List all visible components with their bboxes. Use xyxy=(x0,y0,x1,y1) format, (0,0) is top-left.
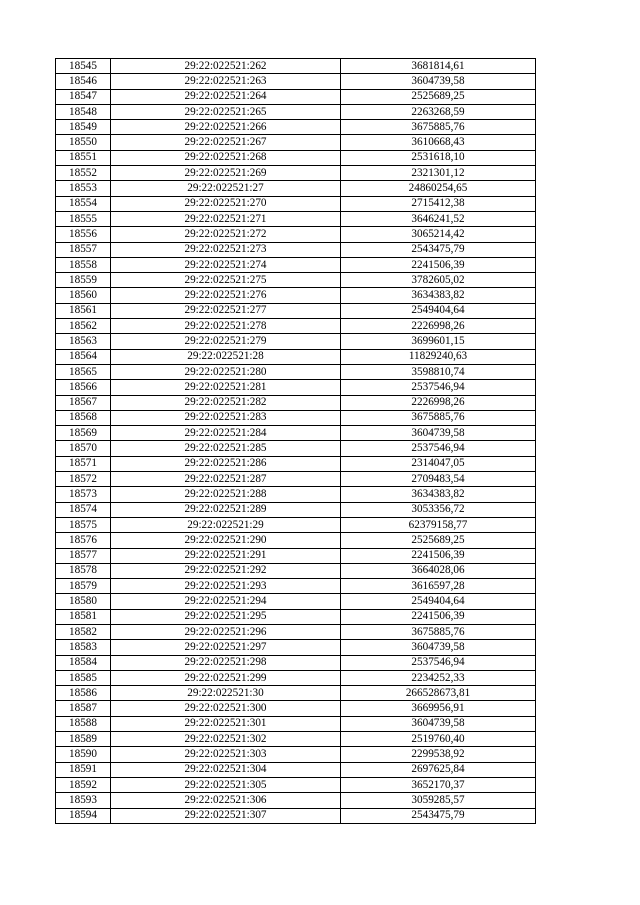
cadastral-number-cell: 29:22:022521:27 xyxy=(111,181,341,196)
row-number-cell: 18570 xyxy=(56,441,111,456)
row-number-cell: 18558 xyxy=(56,257,111,272)
value-cell: 2537546,94 xyxy=(341,441,536,456)
table-row xyxy=(56,777,536,792)
table-row xyxy=(56,563,536,578)
table-row xyxy=(56,242,536,257)
data-table xyxy=(55,58,536,824)
value-cell: 2525689,25 xyxy=(341,533,536,548)
cadastral-number-cell: 29:22:022521:302 xyxy=(111,732,341,747)
cadastral-number-cell: 29:22:022521:282 xyxy=(111,395,341,410)
row-number-cell: 18586 xyxy=(56,686,111,701)
cadastral-number-cell: 29:22:022521:307 xyxy=(111,808,341,823)
value-cell: 3699601,15 xyxy=(341,334,536,349)
value-cell: 2543475,79 xyxy=(341,242,536,257)
table-row xyxy=(56,624,536,639)
value-cell: 3604739,58 xyxy=(341,640,536,655)
row-number-cell: 18590 xyxy=(56,747,111,762)
table-row xyxy=(56,120,536,135)
cadastral-number-cell: 29:22:022521:294 xyxy=(111,594,341,609)
cadastral-number-cell: 29:22:022521:295 xyxy=(111,609,341,624)
row-number-cell: 18591 xyxy=(56,762,111,777)
table-row xyxy=(56,762,536,777)
value-cell: 3675885,76 xyxy=(341,120,536,135)
row-number-cell: 18571 xyxy=(56,456,111,471)
row-number-cell: 18585 xyxy=(56,670,111,685)
table-row xyxy=(56,701,536,716)
cadastral-number-cell: 29:22:022521:267 xyxy=(111,135,341,150)
value-cell: 3616597,28 xyxy=(341,579,536,594)
cadastral-number-cell: 29:22:022521:29 xyxy=(111,517,341,532)
row-number-cell: 18573 xyxy=(56,487,111,502)
table-row xyxy=(56,640,536,655)
cadastral-number-cell: 29:22:022521:276 xyxy=(111,288,341,303)
row-number-cell: 18580 xyxy=(56,594,111,609)
cadastral-number-cell: 29:22:022521:274 xyxy=(111,257,341,272)
row-number-cell: 18588 xyxy=(56,716,111,731)
row-number-cell: 18575 xyxy=(56,517,111,532)
table-row xyxy=(56,533,536,548)
row-number-cell: 18548 xyxy=(56,104,111,119)
table-row xyxy=(56,579,536,594)
row-number-cell: 18551 xyxy=(56,150,111,165)
table-row xyxy=(56,426,536,441)
value-cell: 2314047,05 xyxy=(341,456,536,471)
row-number-cell: 18589 xyxy=(56,732,111,747)
table-row xyxy=(56,609,536,624)
value-cell: 2321301,12 xyxy=(341,166,536,181)
row-number-cell: 18587 xyxy=(56,701,111,716)
table-row xyxy=(56,686,536,701)
value-cell: 3634383,82 xyxy=(341,487,536,502)
table-row xyxy=(56,502,536,517)
cadastral-number-cell: 29:22:022521:265 xyxy=(111,104,341,119)
row-number-cell: 18593 xyxy=(56,793,111,808)
row-number-cell: 18546 xyxy=(56,74,111,89)
cadastral-number-cell: 29:22:022521:284 xyxy=(111,426,341,441)
table-row xyxy=(56,655,536,670)
table-row xyxy=(56,364,536,379)
value-cell: 2519760,40 xyxy=(341,732,536,747)
value-cell: 62379158,77 xyxy=(341,517,536,532)
cadastral-number-cell: 29:22:022521:281 xyxy=(111,380,341,395)
row-number-cell: 18565 xyxy=(56,364,111,379)
value-cell: 3634383,82 xyxy=(341,288,536,303)
cadastral-number-cell: 29:22:022521:304 xyxy=(111,762,341,777)
value-cell: 3604739,58 xyxy=(341,74,536,89)
row-number-cell: 18572 xyxy=(56,472,111,487)
value-cell: 2525689,25 xyxy=(341,89,536,104)
row-number-cell: 18557 xyxy=(56,242,111,257)
cadastral-number-cell: 29:22:022521:272 xyxy=(111,227,341,242)
row-number-cell: 18554 xyxy=(56,196,111,211)
value-cell: 3053356,72 xyxy=(341,502,536,517)
row-number-cell: 18579 xyxy=(56,579,111,594)
table-row xyxy=(56,410,536,425)
table-row xyxy=(56,517,536,532)
table-row xyxy=(56,181,536,196)
cadastral-number-cell: 29:22:022521:263 xyxy=(111,74,341,89)
value-cell: 2226998,26 xyxy=(341,395,536,410)
table-row xyxy=(56,670,536,685)
table-row xyxy=(56,59,536,74)
cadastral-number-cell: 29:22:022521:286 xyxy=(111,456,341,471)
value-cell: 2715412,38 xyxy=(341,196,536,211)
row-number-cell: 18559 xyxy=(56,273,111,288)
value-cell: 2241506,39 xyxy=(341,257,536,272)
value-cell: 3675885,76 xyxy=(341,624,536,639)
table-row xyxy=(56,472,536,487)
table-row xyxy=(56,380,536,395)
row-number-cell: 18547 xyxy=(56,89,111,104)
cadastral-number-cell: 29:22:022521:292 xyxy=(111,563,341,578)
row-number-cell: 18574 xyxy=(56,502,111,517)
cadastral-number-cell: 29:22:022521:273 xyxy=(111,242,341,257)
table-row xyxy=(56,303,536,318)
row-number-cell: 18552 xyxy=(56,166,111,181)
row-number-cell: 18563 xyxy=(56,334,111,349)
row-number-cell: 18562 xyxy=(56,319,111,334)
value-cell: 2549404,64 xyxy=(341,303,536,318)
row-number-cell: 18578 xyxy=(56,563,111,578)
value-cell: 3598810,74 xyxy=(341,364,536,379)
value-cell: 2234252,33 xyxy=(341,670,536,685)
table-row xyxy=(56,211,536,226)
cadastral-number-cell: 29:22:022521:28 xyxy=(111,349,341,364)
value-cell: 3059285,57 xyxy=(341,793,536,808)
table-row xyxy=(56,89,536,104)
row-number-cell: 18577 xyxy=(56,548,111,563)
value-cell: 2537546,94 xyxy=(341,380,536,395)
cadastral-number-cell: 29:22:022521:266 xyxy=(111,120,341,135)
cadastral-number-cell: 29:22:022521:277 xyxy=(111,303,341,318)
value-cell: 2531618,10 xyxy=(341,150,536,165)
value-cell: 3646241,52 xyxy=(341,211,536,226)
row-number-cell: 18568 xyxy=(56,410,111,425)
cadastral-number-cell: 29:22:022521:291 xyxy=(111,548,341,563)
row-number-cell: 18576 xyxy=(56,533,111,548)
cadastral-number-cell: 29:22:022521:288 xyxy=(111,487,341,502)
table-row xyxy=(56,196,536,211)
cadastral-number-cell: 29:22:022521:269 xyxy=(111,166,341,181)
row-number-cell: 18550 xyxy=(56,135,111,150)
table-row xyxy=(56,716,536,731)
cadastral-number-cell: 29:22:022521:300 xyxy=(111,701,341,716)
table-row xyxy=(56,747,536,762)
cadastral-number-cell: 29:22:022521:303 xyxy=(111,747,341,762)
value-cell: 2241506,39 xyxy=(341,609,536,624)
cadastral-number-cell: 29:22:022521:271 xyxy=(111,211,341,226)
row-number-cell: 18567 xyxy=(56,395,111,410)
row-number-cell: 18555 xyxy=(56,211,111,226)
row-number-cell: 18549 xyxy=(56,120,111,135)
table-row xyxy=(56,548,536,563)
value-cell: 2709483,54 xyxy=(341,472,536,487)
row-number-cell: 18582 xyxy=(56,624,111,639)
row-number-cell: 18594 xyxy=(56,808,111,823)
table-row xyxy=(56,74,536,89)
cadastral-number-cell: 29:22:022521:289 xyxy=(111,502,341,517)
value-cell: 3065214,42 xyxy=(341,227,536,242)
value-cell: 2549404,64 xyxy=(341,594,536,609)
cadastral-number-cell: 29:22:022521:280 xyxy=(111,364,341,379)
table-row xyxy=(56,227,536,242)
row-number-cell: 18583 xyxy=(56,640,111,655)
cadastral-number-cell: 29:22:022521:299 xyxy=(111,670,341,685)
cadastral-number-cell: 29:22:022521:268 xyxy=(111,150,341,165)
table-row xyxy=(56,166,536,181)
table-row xyxy=(56,288,536,303)
value-cell: 2697625,84 xyxy=(341,762,536,777)
cadastral-number-cell: 29:22:022521:306 xyxy=(111,793,341,808)
row-number-cell: 18566 xyxy=(56,380,111,395)
cadastral-number-cell: 29:22:022521:262 xyxy=(111,59,341,74)
value-cell: 2537546,94 xyxy=(341,655,536,670)
cadastral-number-cell: 29:22:022521:30 xyxy=(111,686,341,701)
row-number-cell: 18592 xyxy=(56,777,111,792)
row-number-cell: 18569 xyxy=(56,426,111,441)
table-row xyxy=(56,594,536,609)
table-row xyxy=(56,135,536,150)
table-row xyxy=(56,150,536,165)
cadastral-number-cell: 29:22:022521:279 xyxy=(111,334,341,349)
value-cell: 2263268,59 xyxy=(341,104,536,119)
cadastral-number-cell: 29:22:022521:285 xyxy=(111,441,341,456)
table-row xyxy=(56,808,536,823)
row-number-cell: 18564 xyxy=(56,349,111,364)
cadastral-number-cell: 29:22:022521:298 xyxy=(111,655,341,670)
table-row xyxy=(56,273,536,288)
cadastral-number-cell: 29:22:022521:275 xyxy=(111,273,341,288)
value-cell: 3681814,61 xyxy=(341,59,536,74)
cadastral-number-cell: 29:22:022521:278 xyxy=(111,319,341,334)
value-cell: 3610668,43 xyxy=(341,135,536,150)
cadastral-number-cell: 29:22:022521:293 xyxy=(111,579,341,594)
row-number-cell: 18553 xyxy=(56,181,111,196)
value-cell: 3652170,37 xyxy=(341,777,536,792)
value-cell: 3782605,02 xyxy=(341,273,536,288)
value-cell: 24860254,65 xyxy=(341,181,536,196)
cadastral-number-cell: 29:22:022521:301 xyxy=(111,716,341,731)
table-row xyxy=(56,334,536,349)
table-row xyxy=(56,732,536,747)
cadastral-number-cell: 29:22:022521:305 xyxy=(111,777,341,792)
cadastral-number-cell: 29:22:022521:297 xyxy=(111,640,341,655)
table-row xyxy=(56,487,536,502)
table-row xyxy=(56,104,536,119)
value-cell: 11829240,63 xyxy=(341,349,536,364)
value-cell: 2543475,79 xyxy=(341,808,536,823)
cadastral-number-cell: 29:22:022521:287 xyxy=(111,472,341,487)
value-cell: 2299538,92 xyxy=(341,747,536,762)
table-row xyxy=(56,319,536,334)
value-cell: 3604739,58 xyxy=(341,426,536,441)
cadastral-number-cell: 29:22:022521:270 xyxy=(111,196,341,211)
table-row xyxy=(56,456,536,471)
cadastral-number-cell: 29:22:022521:290 xyxy=(111,533,341,548)
table-body xyxy=(56,59,536,824)
row-number-cell: 18584 xyxy=(56,655,111,670)
value-cell: 3664028,06 xyxy=(341,563,536,578)
value-cell: 266528673,81 xyxy=(341,686,536,701)
row-number-cell: 18560 xyxy=(56,288,111,303)
table-row xyxy=(56,349,536,364)
cadastral-number-cell: 29:22:022521:283 xyxy=(111,410,341,425)
value-cell: 3675885,76 xyxy=(341,410,536,425)
value-cell: 3669956,91 xyxy=(341,701,536,716)
row-number-cell: 18545 xyxy=(56,59,111,74)
table-row xyxy=(56,257,536,272)
table-row xyxy=(56,441,536,456)
row-number-cell: 18561 xyxy=(56,303,111,318)
cadastral-number-cell: 29:22:022521:296 xyxy=(111,624,341,639)
cadastral-number-cell: 29:22:022521:264 xyxy=(111,89,341,104)
value-cell: 2226998,26 xyxy=(341,319,536,334)
row-number-cell: 18581 xyxy=(56,609,111,624)
value-cell: 3604739,58 xyxy=(341,716,536,731)
table-row xyxy=(56,395,536,410)
row-number-cell: 18556 xyxy=(56,227,111,242)
table-row xyxy=(56,793,536,808)
value-cell: 2241506,39 xyxy=(341,548,536,563)
